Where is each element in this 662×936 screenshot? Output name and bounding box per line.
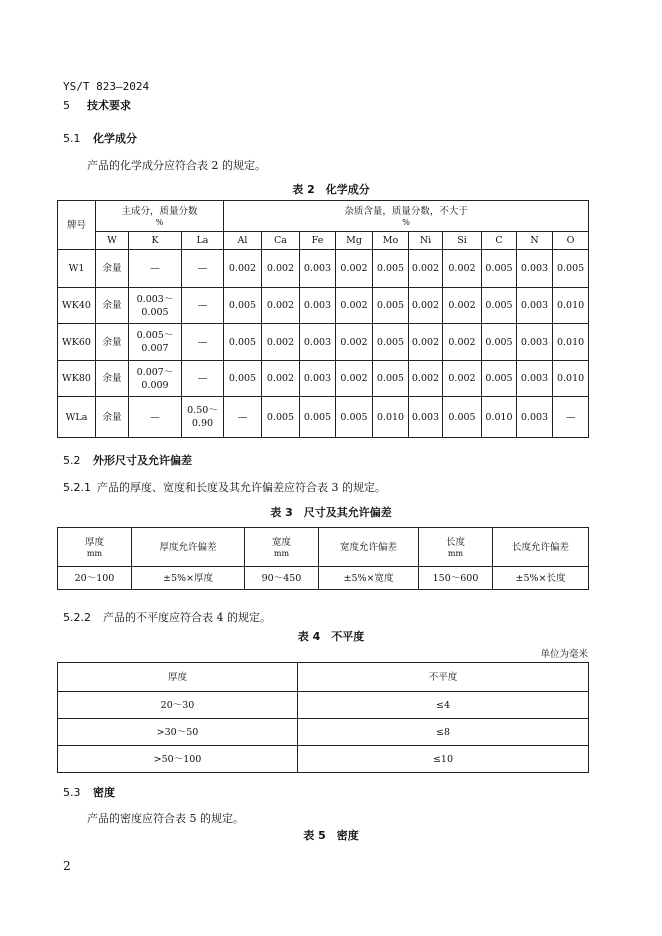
brand-cell: WK40 — [58, 288, 96, 324]
section-5-heading — [63, 97, 131, 113]
element-header: Ni — [409, 232, 443, 250]
table-cell: — — [224, 397, 262, 438]
table-cell: ≤4 — [298, 692, 589, 719]
table-cell: 0.005 — [482, 288, 517, 324]
table2-caption: 表 2 化学成分 — [292, 183, 370, 196]
table-row — [58, 746, 589, 773]
table-cell: 0.002 — [443, 250, 482, 288]
element-header: N — [517, 232, 553, 250]
table-cell: 0.005～0.007 — [129, 324, 182, 361]
element-header: C — [482, 232, 517, 250]
brand-cell: WK60 — [58, 324, 96, 361]
table-cell: 0.005 — [482, 361, 517, 397]
table-cell: 0.003 — [300, 361, 336, 397]
table-cell: 0.003 — [517, 288, 553, 324]
table-cell: 余量 — [96, 250, 129, 288]
column-header: 厚度 — [58, 663, 298, 692]
element-header: W — [96, 232, 129, 250]
section-number: 5 — [63, 99, 70, 112]
table-cell: 0.010 — [373, 397, 409, 438]
table-cell: 0.002 — [262, 324, 300, 361]
table-cell: 0.010 — [553, 288, 589, 324]
column-header: 长度允许偏差 — [493, 528, 589, 567]
section-number: 5.2.2 — [63, 611, 91, 624]
brand-header: 牌号 — [58, 201, 96, 250]
table-cell: 0.003 — [300, 324, 336, 361]
table-cell: — — [182, 324, 224, 361]
table-cell: 0.002 — [262, 361, 300, 397]
table-cell: 0.003 — [409, 397, 443, 438]
section-5-3-heading — [63, 784, 115, 800]
table-cell: 0.002 — [443, 324, 482, 361]
table-cell: 0.002 — [409, 324, 443, 361]
table-cell: 0.002 — [224, 250, 262, 288]
section-title: 化学成分 — [93, 132, 137, 145]
table-cell: 余量 — [96, 397, 129, 438]
table-cell: 0.002 — [262, 250, 300, 288]
table-cell: 0.003 — [517, 361, 553, 397]
table-cell: 余量 — [96, 361, 129, 397]
section-5-3-text: 产品的密度应符合表 5 的规定。 — [87, 812, 244, 825]
table-cell: 0.003 — [517, 324, 553, 361]
section-5-2-1-text — [63, 479, 386, 495]
page-number: 2 — [63, 859, 71, 873]
section-title: 技术要求 — [87, 99, 131, 112]
table-row — [58, 361, 589, 397]
table-cell: ±5%×厚度 — [132, 567, 245, 590]
table-cell: >30～50 — [58, 719, 298, 746]
table-cell: 余量 — [96, 288, 129, 324]
column-header: 宽度 mm — [245, 528, 319, 567]
table-cell: 0.005 — [224, 361, 262, 397]
table4-caption: 表 4 不平度 — [297, 630, 365, 643]
column-header: 厚度允许偏差 — [132, 528, 245, 567]
element-header: Ca — [262, 232, 300, 250]
table-cell: — — [553, 397, 589, 438]
brand-cell: WK80 — [58, 361, 96, 397]
section-number: 5.1 — [63, 132, 81, 145]
element-header: Al — [224, 232, 262, 250]
table-row — [58, 567, 589, 590]
table-cell: — — [129, 250, 182, 288]
table-cell: 0.002 — [336, 288, 373, 324]
table-cell: 20～30 — [58, 692, 298, 719]
table-cell: 余量 — [96, 324, 129, 361]
column-header: 长度 mm — [419, 528, 493, 567]
table-cell: 0.005 — [336, 397, 373, 438]
table-cell: 0.002 — [443, 288, 482, 324]
table3-caption: 表 3 尺寸及其允许偏差 — [270, 506, 392, 519]
main-component-header: 主成分，质量分数 % — [96, 201, 224, 232]
column-header: 厚度 mm — [58, 528, 132, 567]
table-row — [58, 250, 589, 288]
table-cell: ±5%×长度 — [493, 567, 589, 590]
section-title: 外形尺寸及允许偏差 — [93, 454, 192, 467]
dimensions-table — [57, 527, 589, 590]
section-text: 产品的厚度、宽度和长度及其允许偏差应符合表 3 的规定。 — [97, 481, 386, 494]
section-text: 产品的不平度应符合表 4 的规定。 — [103, 611, 271, 624]
table-cell: 0.005 — [373, 324, 409, 361]
brand-cell: W1 — [58, 250, 96, 288]
table-cell: 0.007～0.009 — [129, 361, 182, 397]
chemical-composition-table — [57, 200, 589, 438]
table-cell: 0.50～0.90 — [182, 397, 224, 438]
table-row — [58, 397, 589, 438]
element-header: Si — [443, 232, 482, 250]
table-cell: 0.010 — [482, 397, 517, 438]
table-cell: >50～100 — [58, 746, 298, 773]
table-cell: 0.003 — [517, 250, 553, 288]
table-cell: 0.002 — [443, 361, 482, 397]
table-cell: — — [182, 361, 224, 397]
table-cell: 0.002 — [409, 361, 443, 397]
section-title: 密度 — [93, 786, 115, 799]
table-cell: — — [182, 250, 224, 288]
table-cell: 0.005 — [373, 250, 409, 288]
table-cell: 0.005 — [224, 324, 262, 361]
table-row — [58, 719, 589, 746]
table-cell: 0.005 — [224, 288, 262, 324]
table-cell: 0.002 — [336, 361, 373, 397]
column-header: 不平度 — [298, 663, 589, 692]
table-cell: 0.005 — [482, 324, 517, 361]
element-header: O — [553, 232, 589, 250]
table-cell: 0.005 — [553, 250, 589, 288]
table-cell: — — [182, 288, 224, 324]
unit-note: 单位为毫米 — [540, 649, 588, 660]
table-cell: 0.003 — [517, 397, 553, 438]
table-cell: — — [129, 397, 182, 438]
table-cell: ≤8 — [298, 719, 589, 746]
element-header: Fe — [300, 232, 336, 250]
impurity-header: 杂质含量，质量分数，不大于 % — [224, 201, 589, 232]
table-cell: 0.002 — [409, 250, 443, 288]
section-5-1-heading — [63, 130, 137, 146]
section-5-2-heading — [63, 452, 192, 468]
table-cell: 0.003～0.005 — [129, 288, 182, 324]
table-cell: 0.010 — [553, 361, 589, 397]
table-cell: 0.005 — [300, 397, 336, 438]
column-header: 宽度允许偏差 — [319, 528, 419, 567]
table-cell: ±5%×宽度 — [319, 567, 419, 590]
section-5-1-text: 产品的化学成分应符合表 2 的规定。 — [87, 159, 266, 172]
table-row — [58, 692, 589, 719]
element-header: La — [182, 232, 224, 250]
table-cell: 0.005 — [443, 397, 482, 438]
standard-code: YS/T 823—2024 — [63, 80, 150, 93]
brand-cell: WLa — [58, 397, 96, 438]
table-row — [58, 324, 589, 361]
section-number: 5.2.1 — [63, 481, 91, 494]
table-cell: 20～100 — [58, 567, 132, 590]
table-cell: 0.005 — [373, 288, 409, 324]
table-cell: 150～600 — [419, 567, 493, 590]
section-number: 5.3 — [63, 786, 81, 799]
section-number: 5.2 — [63, 454, 81, 467]
table-cell: 0.002 — [336, 324, 373, 361]
table-cell: 0.003 — [300, 250, 336, 288]
table5-caption: 表 5 密度 — [303, 829, 359, 842]
section-5-2-2-text — [63, 609, 271, 625]
table-cell: 0.005 — [262, 397, 300, 438]
table-cell: 0.002 — [409, 288, 443, 324]
table-cell: 0.005 — [373, 361, 409, 397]
table-cell: 0.010 — [553, 324, 589, 361]
table-cell: 90～450 — [245, 567, 319, 590]
table-cell: 0.002 — [336, 250, 373, 288]
table-row — [58, 288, 589, 324]
table-cell: 0.003 — [300, 288, 336, 324]
element-header: Mo — [373, 232, 409, 250]
element-header: K — [129, 232, 182, 250]
table-cell: ≤10 — [298, 746, 589, 773]
flatness-table — [57, 662, 589, 773]
table-cell: 0.005 — [482, 250, 517, 288]
element-header: Mg — [336, 232, 373, 250]
table-cell: 0.002 — [262, 288, 300, 324]
